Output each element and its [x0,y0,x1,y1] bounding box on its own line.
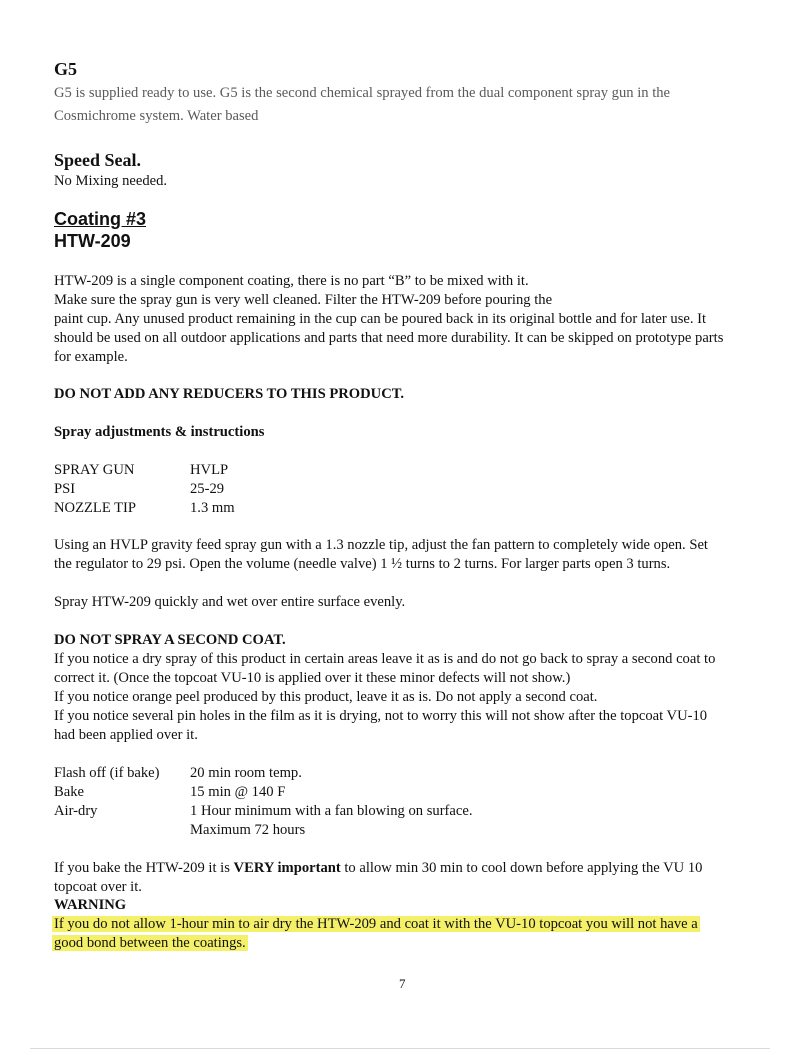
spray-value: 1.3 mm [190,500,235,516]
coating-title: Coating #3 [54,209,147,229]
warning-highlight-2: good bond between the coatings. [54,935,246,951]
spray-label: PSI [54,481,76,497]
second-coat-line-2: correct it. (Once the topcoat VU-10 is applied over it these minor defects will not show.) [54,670,571,686]
coating-subtitle: HTW-209 [54,231,131,251]
hvlp-line-1: Using an HVLP gravity feed spray gun with a 1.3 nozzle tip, adjust the fan pattern to completely wide open. Set [54,537,708,553]
spray-label: NOZZLE TIP [54,500,137,516]
bake-note-emphasis: VERY important [233,860,341,876]
second-coat-line-5: had been applied over it. [54,727,198,743]
spray-heading: Spray adjustments & instructions [54,424,265,440]
intro-line-5: for example. [54,349,128,365]
bake-note-post: to allow min 30 min to cool down before applying the VU 10 [340,860,703,876]
bake-value: Maximum 72 hours [190,822,306,838]
bake-note-pre: If you bake the HTW-209 it is [54,860,234,876]
bake-label: Bake [54,784,84,800]
bake-value: 20 min room temp. [190,765,302,781]
g5-line-2: Cosmichrome system. Water based [54,108,259,124]
g5-line-1: G5 is supplied ready to use. G5 is the second chemical sprayed from the dual component spray gun in the [54,85,671,101]
bake-value: 15 min @ 140 F [190,784,286,800]
hvlp-line-2: the regulator to 29 psi. Open the volume (needle valve) 1 ½ turns to 2 turns. For larger parts open 3 turns. [54,556,671,572]
intro-line-1: HTW-209 is a single component coating, there is no part “B” to be mixed with it. [54,273,529,289]
intro-line-4: should be used on all outdoor applications and parts that need more durability. It can be skipped on prototype parts [54,330,724,346]
speed-seal-line: No Mixing needed. [54,173,168,189]
g5-heading: G5 [54,59,78,79]
bake-label: Flash off (if bake) [54,765,160,781]
bake-value: 1 Hour minimum with a fan blowing on surface. [190,803,473,819]
intro-line-2: Make sure the spray gun is very well cleaned. Filter the HTW-209 before pouring the [54,292,553,308]
page-number: 7 [399,976,406,991]
no-reducers-warning: DO NOT ADD ANY REDUCERS TO THIS PRODUCT. [54,386,405,402]
page-bottom-rule [30,1048,770,1049]
bake-label: Air-dry [54,803,98,819]
speed-seal-heading: Speed Seal. [54,150,142,170]
warning-line-2 [54,933,248,953]
second-coat-line-4: If you notice several pin holes in the film as it is drying, not to worry this will not show after the topcoat VU-10 [54,708,708,724]
second-coat-line-3: If you notice orange peel produced by this product, leave it as is. Do not apply a second coat. [54,689,598,705]
warning-heading: WARNING [54,897,127,913]
second-coat-heading: DO NOT SPRAY A SECOND COAT. [54,632,286,648]
second-coat-line-1: If you notice a dry spray of this product in certain areas leave it as is and do not go back to spray a second coat to [54,651,716,667]
bake-note-line-2: topcoat over it. [54,879,142,895]
warning-line-1 [54,914,700,934]
spray-label: SPRAY GUN [54,462,135,478]
intro-line-3: paint cup. Any unused product remaining in the cup can be poured back in its original bottle and for later use. It [54,311,707,327]
spray-quick-line: Spray HTW-209 quickly and wet over entire surface evenly. [54,594,406,610]
spray-value: HVLP [190,462,229,478]
warning-highlight-1: If you do not allow 1-hour min to air dry the HTW-209 and coat it with the VU-10 topcoat you will not have a [54,916,698,932]
spray-value: 25-29 [190,481,225,497]
bake-note-line-1 [54,858,702,878]
